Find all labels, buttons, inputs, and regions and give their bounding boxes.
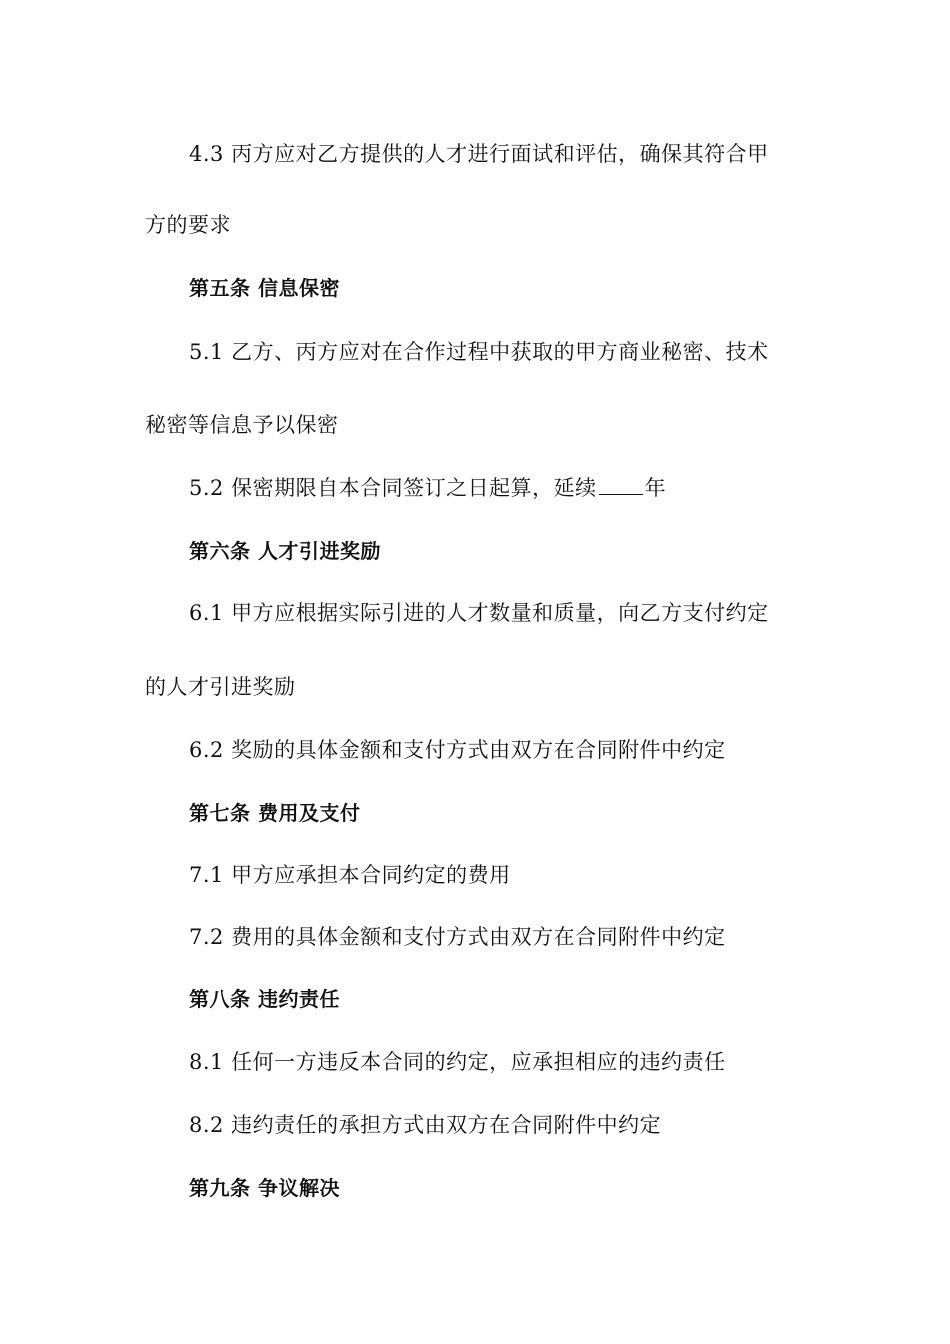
article-6-heading: 第六条 人才引进奖励 bbox=[189, 539, 381, 563]
clause-5-2-text: 5.2 保密期限自本合同签订之日起算，延续 bbox=[189, 476, 597, 500]
clause-8-2: 8.2 违约责任的承担方式由双方在合同附件中约定 bbox=[189, 1113, 662, 1137]
blank-field bbox=[599, 474, 643, 495]
clause-4-3-line-1: 4.3 丙方应对乙方提供的人才进行面试和评估，确保其符合甲 bbox=[189, 142, 769, 166]
article-5-heading: 第五条 信息保密 bbox=[189, 276, 340, 300]
clause-6-2: 6.2 奖励的具体金额和支付方式由双方在合同附件中约定 bbox=[189, 738, 726, 762]
clause-6-1-line-2: 的人才引进奖励 bbox=[145, 675, 296, 699]
article-7-heading: 第七条 费用及支付 bbox=[189, 801, 361, 825]
article-9-heading: 第九条 争议解决 bbox=[189, 1176, 340, 1200]
clause-6-1-line-1: 6.1 甲方应根据实际引进的人才数量和质量，向乙方支付约定 bbox=[189, 601, 769, 625]
clause-8-1: 8.1 任何一方违反本合同的约定，应承担相应的违约责任 bbox=[189, 1050, 726, 1074]
clause-5-1-line-1: 5.1 乙方、丙方应对在合作过程中获取的甲方商业秘密、技术 bbox=[189, 340, 769, 364]
clause-4-3-line-2: 方的要求 bbox=[145, 213, 231, 237]
article-8-heading: 第八条 违约责任 bbox=[189, 987, 340, 1011]
clause-5-2 bbox=[189, 473, 666, 503]
clause-7-2: 7.2 费用的具体金额和支付方式由双方在合同附件中约定 bbox=[189, 925, 726, 949]
clause-5-2-unit: 年 bbox=[644, 476, 667, 500]
clause-5-1-line-2: 秘密等信息予以保密 bbox=[145, 413, 339, 437]
clause-7-1: 7.1 甲方应承担本合同约定的费用 bbox=[189, 863, 511, 887]
